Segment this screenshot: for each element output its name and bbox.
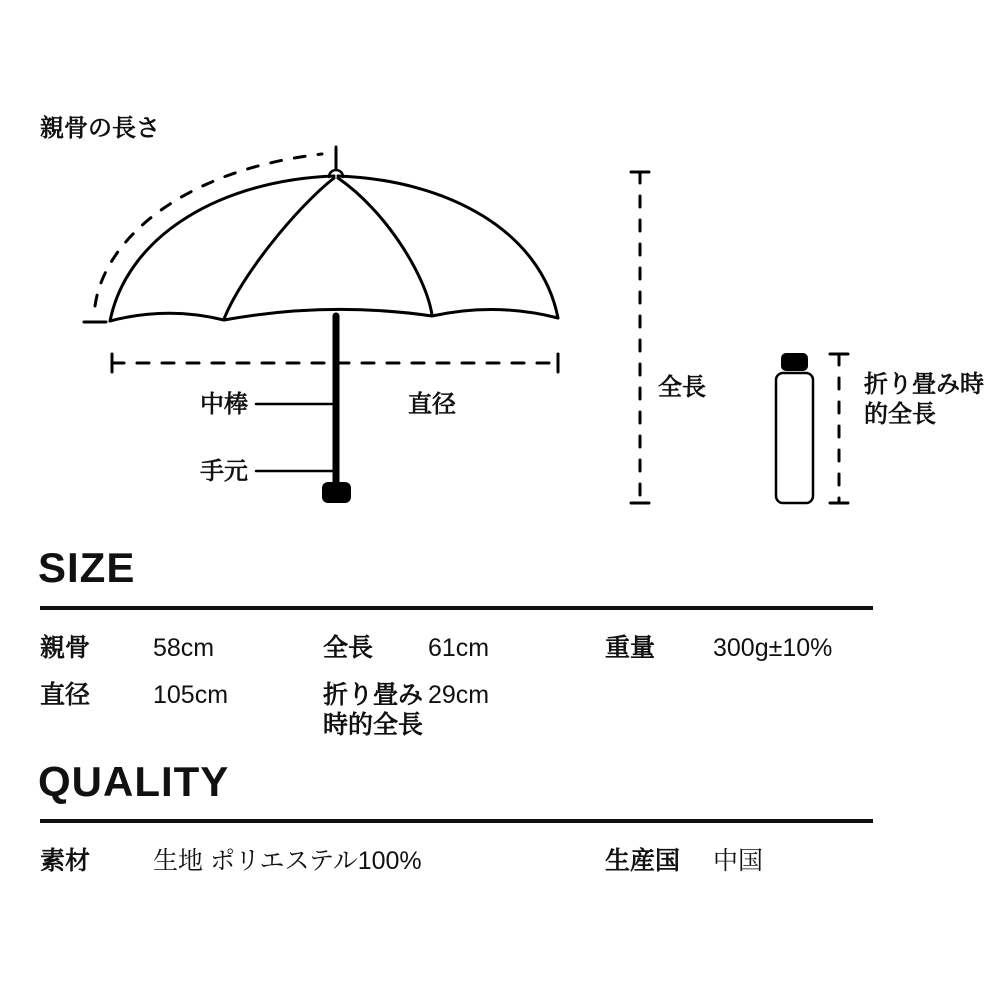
quality-section-heading: QUALITY <box>38 758 230 805</box>
size-label-folded: 折り畳み時的全長 <box>323 681 424 739</box>
folded-length-dimension-line <box>830 354 848 503</box>
umbrella-handle <box>322 482 351 503</box>
quality-label-material: 素材 <box>40 847 91 875</box>
label-leader-lines <box>256 404 334 471</box>
folded-umbrella-icon <box>776 353 813 503</box>
size-section-heading: SIZE <box>38 544 136 591</box>
total-length-label: 全長 <box>658 374 706 401</box>
size-value-rib: 58cm <box>153 634 215 662</box>
umbrella-canopy <box>110 170 558 321</box>
size-value-weight: 300g±10% <box>713 634 833 662</box>
size-value-folded: 29cm <box>428 681 490 709</box>
rib-length-label: 親骨の長さ <box>40 115 160 142</box>
folded-length-label <box>864 370 984 430</box>
size-label-diameter: 直径 <box>40 681 91 709</box>
quality-section-divider <box>40 819 873 823</box>
diameter-label: 直径 <box>408 391 456 418</box>
shaft-label: 中棒 <box>200 391 248 418</box>
size-section-divider <box>40 606 873 610</box>
quality-label-origin: 生産国 <box>605 847 681 875</box>
size-value-diameter: 105cm <box>153 681 229 709</box>
handle-label: 手元 <box>200 458 248 485</box>
size-label-weight: 重量 <box>605 634 656 662</box>
folded-length-label-line1: 折り畳み時 <box>864 371 984 398</box>
size-value-length: 61cm <box>428 634 490 662</box>
total-length-dimension-line <box>631 172 649 503</box>
size-label-length: 全長 <box>323 634 374 662</box>
size-label-rib: 親骨 <box>40 634 91 662</box>
quality-value-material: 生地 ポリエステル100% <box>153 847 422 875</box>
folded-length-label-line2: 的全長 <box>864 401 936 428</box>
rib-length-arc <box>84 147 336 322</box>
quality-value-origin: 中国 <box>713 847 764 875</box>
